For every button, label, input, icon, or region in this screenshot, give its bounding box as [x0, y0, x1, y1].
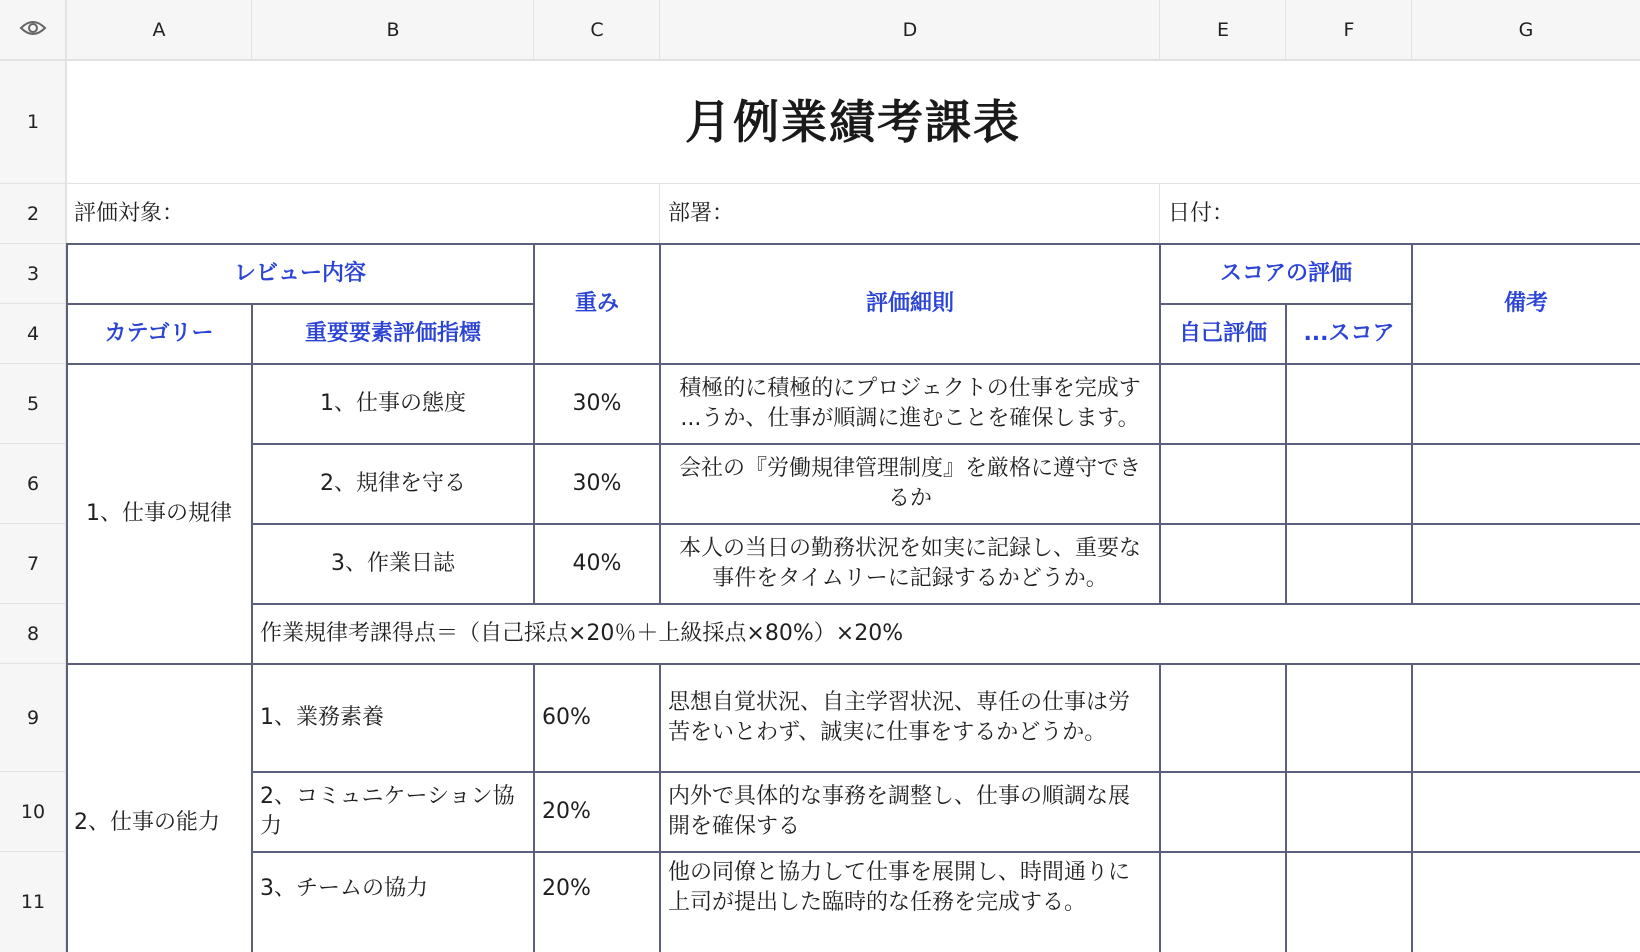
row-header-5[interactable]: 5 [0, 364, 66, 444]
grid-line [0, 303, 66, 304]
criteria-cell[interactable] [660, 444, 1160, 524]
weight-cell[interactable]: 40% [572, 551, 622, 576]
weight-cell[interactable]: 30% [572, 391, 622, 416]
formula-cell[interactable]: 作業規律考課得点＝（自己採点×20％＋上級採点×80%）×20% [260, 621, 904, 646]
column-header-f[interactable]: F [1286, 0, 1412, 60]
header-self-eval[interactable]: 自己評価 [1178, 321, 1267, 346]
row-header-8[interactable]: 8 [0, 604, 66, 664]
category-cell[interactable]: 1、仕事の規律 [86, 501, 232, 526]
grid-line [0, 183, 1640, 184]
grid-line [659, 0, 660, 60]
column-header-d[interactable]: D [660, 0, 1160, 60]
table-border [251, 304, 253, 952]
grid-line [1285, 0, 1286, 60]
row-header-10[interactable]: 10 [0, 772, 66, 852]
weight-cell[interactable]: 20% [542, 799, 591, 824]
row-header-11[interactable]: 11 [0, 852, 66, 952]
date-label[interactable]: 日付： [1168, 201, 1235, 226]
grid-line [251, 0, 252, 60]
header-weight[interactable]: 重み [574, 291, 619, 316]
column-header-b[interactable]: B [252, 0, 534, 60]
criteria-text: 積極的に積極的にプロジェクトの仕事を完成す ...うか、仕事が順調に進むことを確保します。 [679, 376, 1141, 431]
kpi-cell[interactable]: 3、作業日誌 [331, 551, 455, 576]
criteria-cell[interactable] [660, 364, 1160, 444]
grid-line [1411, 0, 1412, 60]
grid-line [0, 363, 66, 364]
column-header-a[interactable]: A [66, 0, 252, 60]
header-review[interactable]: レビュー内容 [233, 261, 366, 286]
table-border [66, 243, 1640, 245]
table-border [1159, 664, 1161, 952]
header-criteria[interactable]: 評価細則 [865, 291, 954, 316]
row-header-1[interactable]: 1 [0, 60, 66, 184]
table-border [1411, 664, 1413, 952]
criteria-cell[interactable] [660, 664, 1160, 772]
row-header-6[interactable]: 6 [0, 444, 66, 524]
table-border [252, 771, 1640, 773]
weight-cell[interactable] [534, 852, 660, 952]
header-category[interactable]: カテゴリー [104, 321, 214, 346]
table-border [66, 663, 1640, 665]
grid-line [0, 523, 66, 524]
criteria-text: 内外で具体的な事務を調整し、仕事の順調な展 開を確保する [668, 784, 1131, 839]
header-score-eval[interactable]: スコアの評価 [1219, 261, 1352, 286]
category-cell[interactable] [66, 664, 252, 952]
grid-line [0, 663, 66, 664]
table-border [252, 523, 1640, 525]
kpi-cell[interactable]: 1、業務素養 [260, 705, 384, 730]
criteria-cell[interactable] [660, 852, 1160, 952]
row-header-2[interactable]: 2 [0, 184, 66, 244]
grid-line [1159, 184, 1160, 244]
category-text: 2、仕事の能力 [74, 810, 220, 835]
criteria-text: 会社の『労働規律管理制度』を厳格に遵守でき るか [678, 456, 1141, 511]
column-header-c[interactable]: C [534, 0, 660, 60]
criteria-text: 思想自覚状況、自主学習状況、専任の仕事は労 苦をいとわず、誠実に仕事をするかどうか。 [668, 690, 1131, 745]
dept-label[interactable]: 部署： [668, 201, 735, 226]
column-header-g[interactable]: G [1412, 0, 1640, 60]
criteria-cell[interactable] [660, 772, 1160, 852]
grid-line [659, 184, 660, 244]
table-border [252, 443, 1640, 445]
table-border [533, 664, 535, 952]
target-label[interactable]: 評価対象： [74, 201, 185, 226]
table-border [66, 303, 534, 305]
table-border [66, 244, 68, 952]
grid-line [0, 59, 1640, 61]
grid-line [0, 603, 66, 604]
table-border [252, 603, 1640, 605]
column-header-e[interactable]: E [1160, 0, 1286, 60]
kpi-cell[interactable] [252, 772, 534, 852]
corner-cell[interactable] [0, 0, 66, 60]
grid-line [0, 443, 66, 444]
grid-line [533, 0, 534, 60]
grid-line [0, 851, 66, 852]
row-header-3[interactable]: 3 [0, 244, 66, 304]
weight-cell[interactable]: 30% [572, 471, 622, 496]
row-header-9[interactable]: 9 [0, 664, 66, 772]
weight-text: 20% [542, 876, 591, 901]
table-border [66, 363, 1640, 365]
table-border [1285, 664, 1287, 952]
table-border [659, 664, 661, 952]
kpi-cell[interactable] [252, 852, 534, 952]
table-border [252, 851, 1640, 853]
criteria-text: 他の同僚と協力して仕事を展開し、時間通りに 上司が提出した臨時的な任務を完成する。 [668, 860, 1131, 915]
table-border [1159, 244, 1161, 604]
grid-line [0, 771, 66, 772]
header-kpi[interactable]: 重要要素評価指標 [304, 321, 481, 346]
table-border [1285, 304, 1287, 604]
grid-line [0, 243, 66, 244]
grid-line [1159, 0, 1160, 60]
table-border [659, 244, 661, 604]
weight-cell[interactable]: 60% [542, 705, 591, 730]
table-border [533, 244, 535, 604]
table-border [1411, 244, 1413, 604]
header-score[interactable]: ...スコア [1303, 321, 1395, 346]
kpi-text: 3、チームの協力 [260, 876, 428, 901]
eye-icon[interactable] [19, 19, 47, 42]
header-notes[interactable]: 備考 [1503, 291, 1548, 316]
kpi-cell[interactable]: 2、規律を守る [320, 471, 466, 496]
row-header-4[interactable]: 4 [0, 304, 66, 364]
criteria-text: 本人の当日の勤務状況を如実に記録し、重要な 事件をタイムリーに記録するかどうか。 [678, 536, 1141, 591]
kpi-text: 2、コミュニケーション協 力 [260, 784, 515, 839]
criteria-cell[interactable] [660, 524, 1160, 604]
sheet-title[interactable]: 月例業績考課表 [685, 95, 1021, 149]
kpi-cell[interactable]: 1、仕事の態度 [320, 391, 466, 416]
row-header-7[interactable]: 7 [0, 524, 66, 604]
